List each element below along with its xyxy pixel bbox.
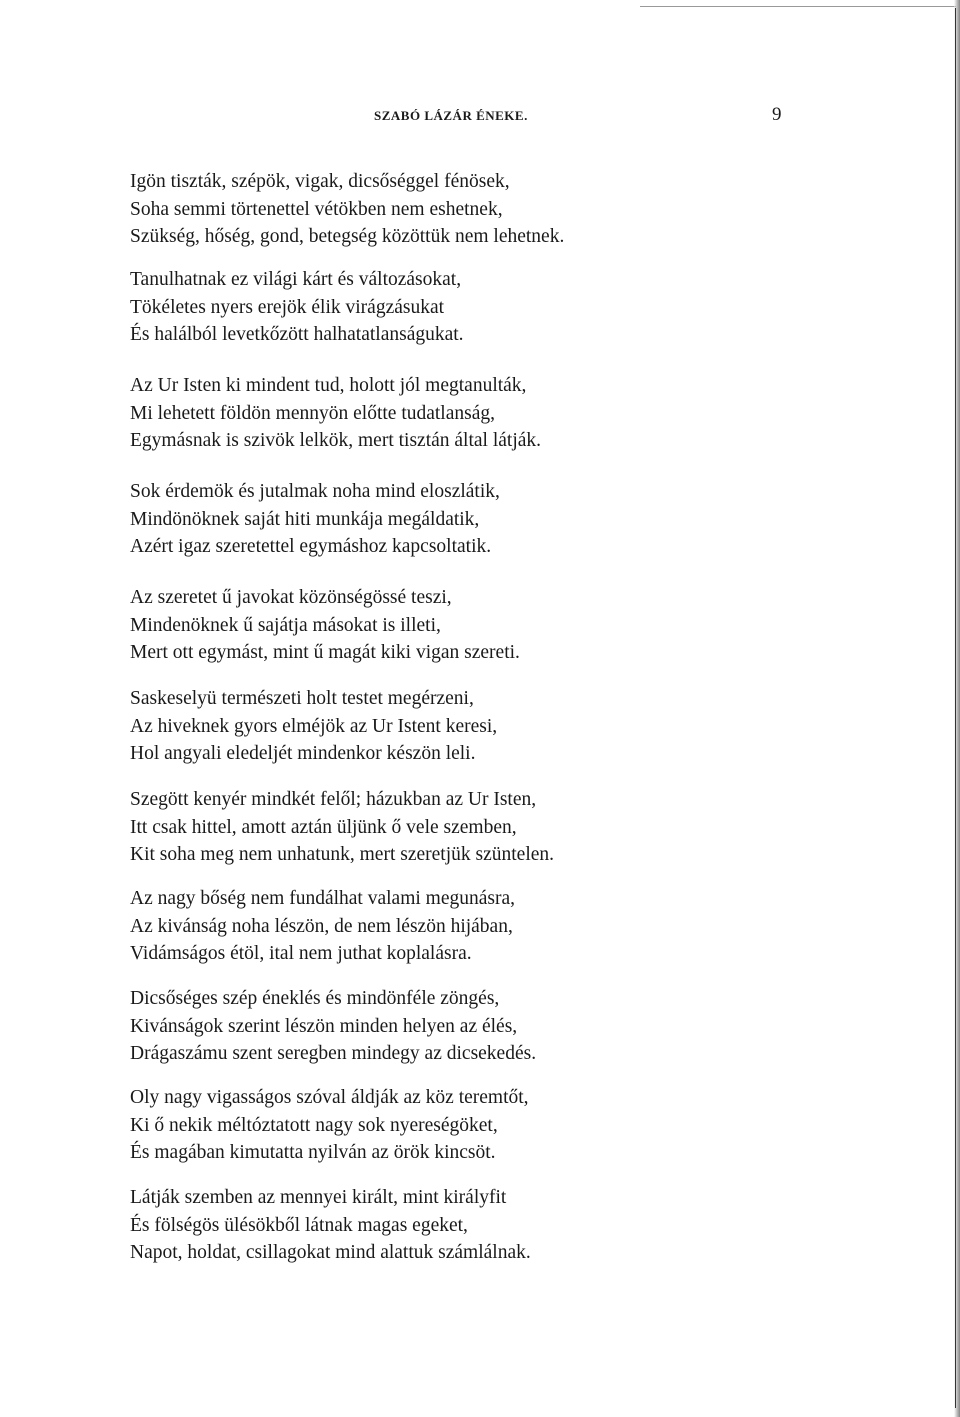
verse-line: Soha semmi törtenettel vétökben nem eshetnek,	[130, 198, 503, 220]
verse-line: Mindönöknek saját hiti munkája megáldatik,	[130, 508, 480, 530]
stanza-3	[130, 372, 750, 455]
stanza-8	[130, 885, 750, 968]
verse-line: Drágaszámu szent seregben mindegy az dicsekedés.	[130, 1043, 537, 1064]
verse-line: Tanulhatnak ez világi kárt és változásokat,	[130, 269, 462, 290]
verse-line: Az kivánság noha lészön, de nem lészön hijában,	[130, 915, 513, 937]
verse-line: Szegött kenyér mindkét felől; házukban az Ur Isten,	[130, 789, 537, 810]
verse-line: Kit soha meg nem unhatunk, mert szeretjük szüntelen.	[130, 844, 555, 865]
verse-line: Az Ur Isten ki mindent tud, holott jól megtanulták,	[130, 375, 527, 396]
stanza-2	[130, 266, 750, 349]
running-title: SZABÓ LÁZÁR ÉNEKE.	[374, 108, 528, 123]
verse-line: Napot, holdat, csillagokat mind alattuk számlálnak.	[130, 1242, 531, 1263]
verse-line: Saskeselyü természeti holt testet megérzeni,	[130, 688, 474, 709]
verse-line: Mert ott egymást, mint ű magát kiki vigan szereti.	[130, 642, 520, 663]
verse-line: Igön tiszták, szépök, vigak, dicsőséggel fénösek,	[130, 171, 510, 192]
verse-line: Hol angyali eledeljét mindenkor készön leli.	[130, 743, 476, 764]
scan-top-rule	[640, 6, 956, 7]
verse-line: És magában kimutatta nyilván az örök kincsöt.	[130, 1142, 496, 1163]
verse-line: Vidámságos étöl, ital nem juthat koplalásra.	[130, 943, 472, 964]
verse-line: Ki ő nekik méltóztatott nagy sok nyereségöket,	[130, 1114, 498, 1136]
verse-line: Az szeretet ű javokat közönségössé teszi,	[130, 587, 452, 608]
verse-line: És fölségös ülésökből látnak magas egeket,	[130, 1214, 468, 1236]
verse-line: Azért igaz szeretettel egymáshoz kapcsoltatik.	[130, 536, 492, 557]
verse-line: Az nagy bőség nem fundálhat valami megunásra,	[130, 888, 516, 909]
stanza-6	[130, 685, 750, 768]
verse-line: Az hiveknek gyors elméjök az Ur Istent keresi,	[130, 715, 498, 737]
page-number: 9	[772, 104, 782, 125]
verse-line: Kivánságok szerint lészön minden helyen az élés,	[130, 1015, 518, 1037]
verse-line: És halálból levetkőzött halhatatlanságukat.	[130, 324, 464, 345]
verse-line: Dicsőséges szép éneklés és mindönféle zöngés,	[130, 988, 500, 1009]
verse-line: Szükség, hőség, gond, betegség közöttük nem lehetnek.	[130, 226, 565, 247]
stanza-5	[130, 584, 750, 667]
stanza-11	[130, 1184, 750, 1267]
stanza-9	[130, 985, 750, 1068]
verse-line: Egymásnak is szivök lelkök, mert tisztán által látják.	[130, 430, 542, 451]
verse-line: Látják szemben az mennyei királt, mint királyfit	[130, 1187, 507, 1208]
stanza-7	[130, 786, 750, 869]
scan-edge-line	[955, 8, 956, 1408]
verse-line: Oly nagy vigasságos szóval áldják az köz teremtőt,	[130, 1087, 529, 1108]
verse-line: Sok érdemök és jutalmak noha mind eloszlátik,	[130, 481, 500, 502]
stanza-1	[130, 168, 750, 251]
stanza-4	[130, 478, 750, 561]
verse-line: Mindenöknek ű sajátja másokat is illeti,	[130, 614, 441, 636]
verse-line: Tökéletes nyers erejök élik virágzásukat	[130, 296, 445, 318]
verse-line: Itt csak hittel, amott aztán üljünk ő vele szemben,	[130, 816, 517, 838]
stanza-10	[130, 1084, 750, 1167]
verse-line: Mi lehetett földön mennyön előtte tudatlanság,	[130, 402, 495, 424]
